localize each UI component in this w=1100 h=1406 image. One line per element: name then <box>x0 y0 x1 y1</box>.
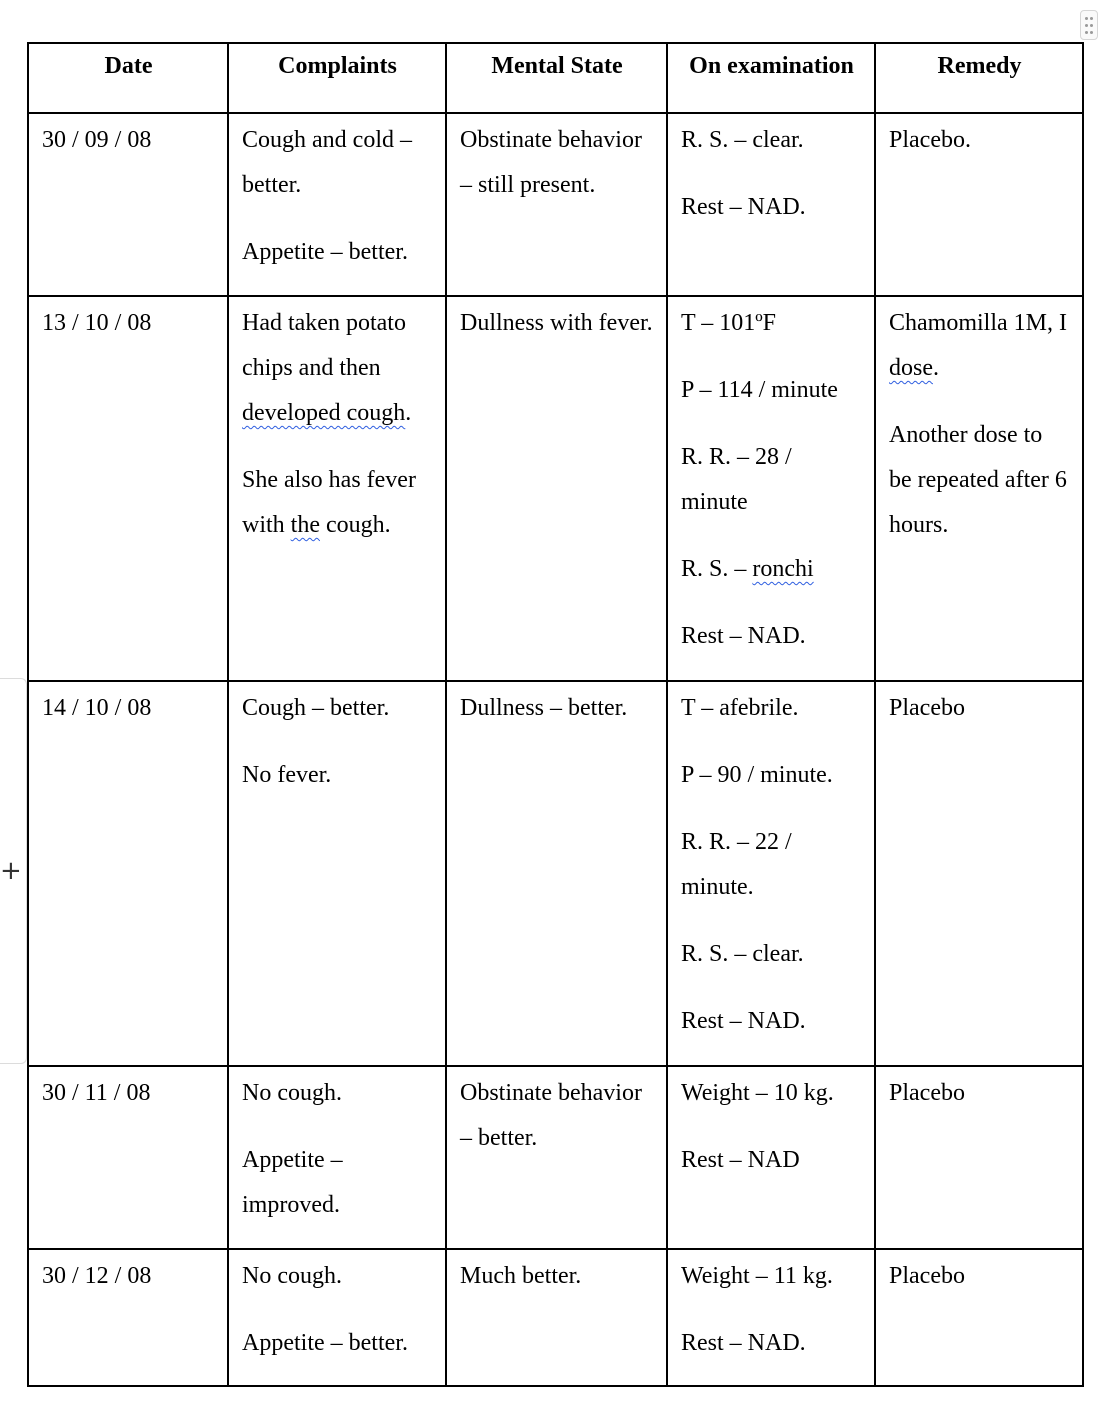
date-cell[interactable]: 30 / 09 / 08 <box>28 113 228 296</box>
header-complaints: Complaints <box>228 43 446 113</box>
examination-cell[interactable]: R. S. – clear. Rest – NAD. <box>667 113 875 296</box>
mental-state-cell[interactable]: Obstinate behavior – still present. <box>446 113 667 296</box>
remedy-cell[interactable]: Chamomilla 1M, I dose. Another dose to be repeated after 6 hours. <box>875 296 1083 681</box>
table-drag-handle-icon[interactable] <box>1080 10 1098 40</box>
mental-state-cell[interactable]: Dullness with fever. <box>446 296 667 681</box>
table-header-row <box>28 43 1083 113</box>
examination-cell[interactable]: T – 101ºF P – 114 / minute R. R. – 28 / minute R. S. – ronchi Rest – NAD. <box>667 296 875 681</box>
date-cell[interactable]: 30 / 12 / 08 <box>28 1249 228 1386</box>
spellcheck-underline[interactable]: the <box>290 512 320 538</box>
table-row <box>28 1066 1083 1249</box>
header-on-examination: On examination <box>667 43 875 113</box>
date-cell[interactable]: 14 / 10 / 08 <box>28 681 228 1066</box>
table-row <box>28 296 1083 681</box>
header-mental-state: Mental State <box>446 43 667 113</box>
remedy-cell[interactable]: Placebo. <box>875 113 1083 296</box>
complaints-cell[interactable]: Cough – better. No fever. <box>228 681 446 1066</box>
case-record-table <box>27 42 1084 1387</box>
add-row-plus-icon[interactable]: + <box>0 856 22 886</box>
mental-state-cell[interactable]: Much better. <box>446 1249 667 1386</box>
header-remedy: Remedy <box>875 43 1083 113</box>
date-cell[interactable]: 30 / 11 / 08 <box>28 1066 228 1249</box>
spellcheck-underline[interactable]: ronchi <box>752 556 814 582</box>
examination-cell[interactable]: T – afebrile. P – 90 / minute. R. R. – 22 / minute. R. S. – clear. Rest – NAD. <box>667 681 875 1066</box>
spellcheck-underline[interactable]: developed cough <box>242 400 406 426</box>
remedy-cell[interactable]: Placebo <box>875 681 1083 1066</box>
complaints-cell[interactable]: No cough. Appetite – better. <box>228 1249 446 1386</box>
remedy-cell[interactable]: Placebo <box>875 1066 1083 1249</box>
complaints-cell[interactable]: Cough and cold – better. Appetite – better. <box>228 113 446 296</box>
examination-cell[interactable]: Weight – 10 kg. Rest – NAD <box>667 1066 875 1249</box>
table-row <box>28 113 1083 296</box>
complaints-cell[interactable]: Had taken potato chips and then developed cough. She also has fever with the cough. <box>228 296 446 681</box>
examination-cell[interactable]: Weight – 11 kg. Rest – NAD. <box>667 1249 875 1386</box>
table-row <box>28 681 1083 1066</box>
table-row <box>28 1249 1083 1386</box>
complaints-cell[interactable]: No cough. Appetite – improved. <box>228 1066 446 1249</box>
mental-state-cell[interactable]: Dullness – better. <box>446 681 667 1066</box>
remedy-cell[interactable]: Placebo <box>875 1249 1083 1386</box>
spellcheck-underline[interactable]: dose <box>889 355 933 381</box>
date-cell[interactable]: 13 / 10 / 08 <box>28 296 228 681</box>
mental-state-cell[interactable]: Obstinate behavior – better. <box>446 1066 667 1249</box>
header-date: Date <box>28 43 228 113</box>
